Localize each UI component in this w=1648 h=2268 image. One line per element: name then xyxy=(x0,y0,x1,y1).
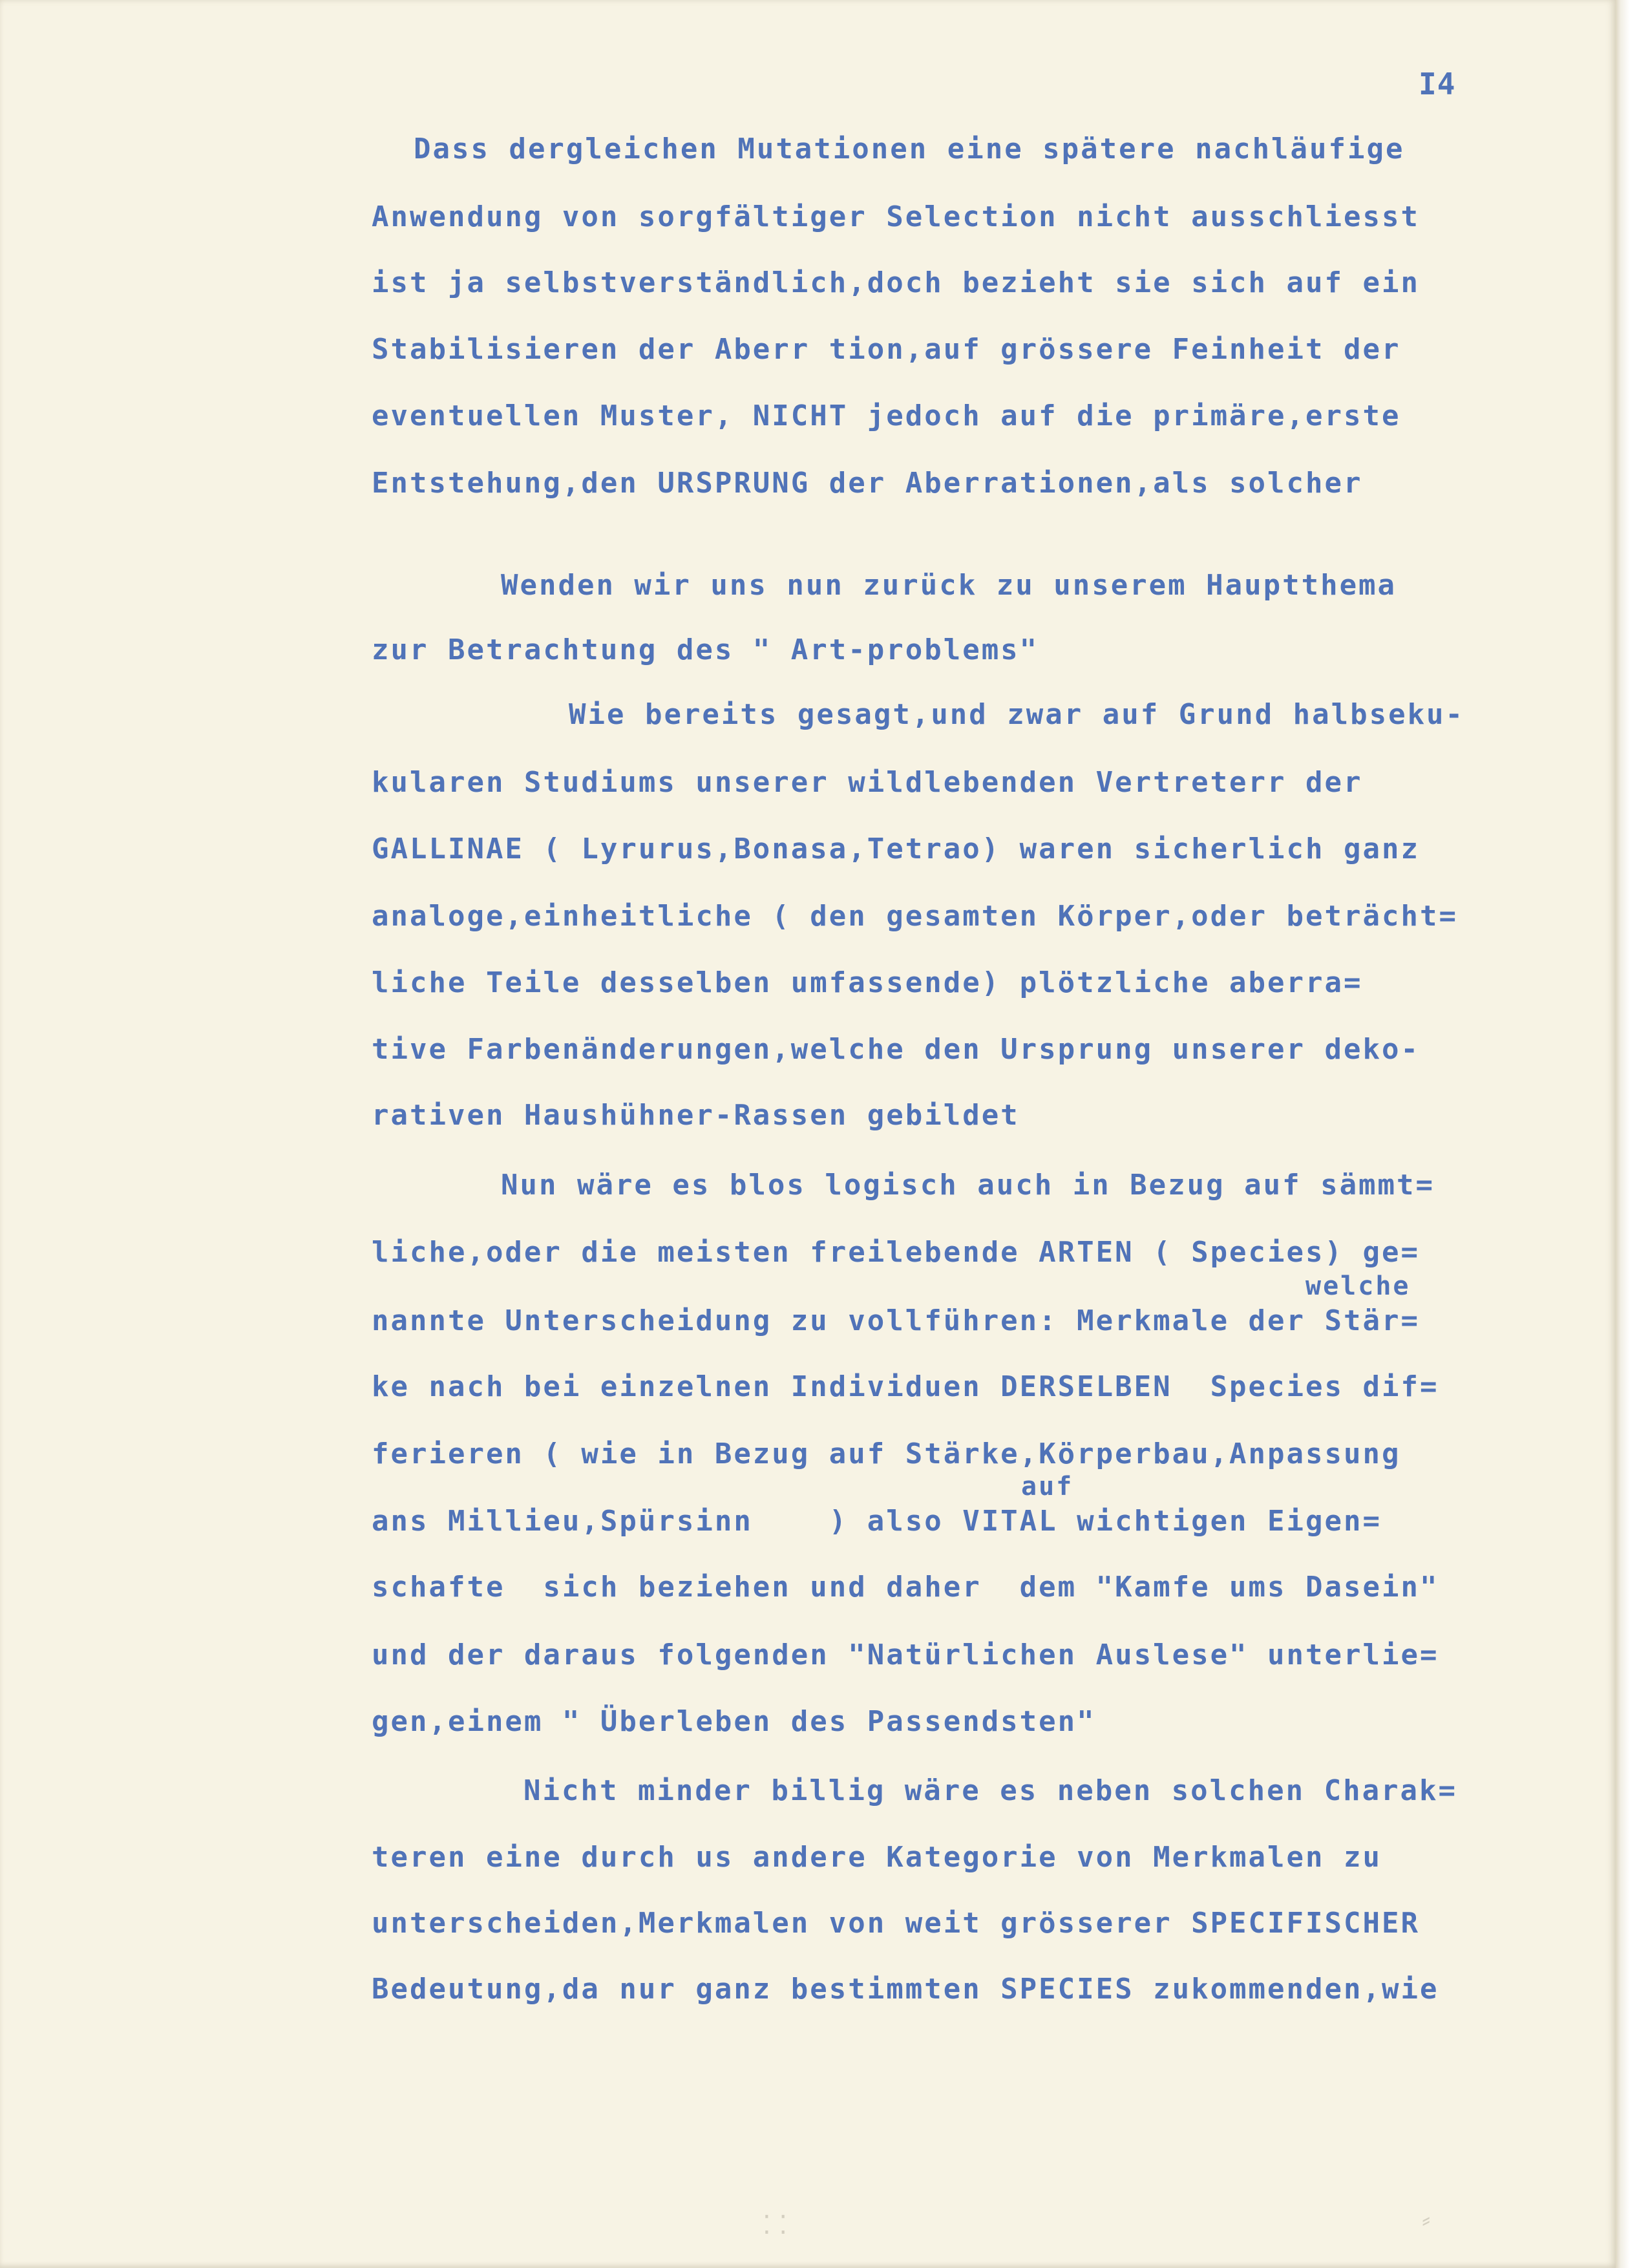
text-line: liche Teile desselben umfassende) plötzliche aberra= xyxy=(372,966,1363,999)
text-line: Nicht minder billig wäre es neben solchen Charak= xyxy=(523,1774,1458,1807)
text-line: Bedeutung,da nur ganz bestimmten SPECIES zukommenden,wie xyxy=(372,1973,1439,2006)
text-line: teren eine durch us andere Kategorie von Merkmalen zu xyxy=(372,1841,1382,1874)
text-line: Wie bereits gesagt,und zwar auf Grund halbseku- xyxy=(569,698,1465,731)
text-line: und der daraus folgenden "Natürlichen Auslese" unterlie= xyxy=(372,1638,1439,1671)
text-line: ist ja selbstverständlich,doch bezieht sie sich auf ein xyxy=(372,266,1420,299)
page-number: I4 xyxy=(1419,67,1456,101)
interlinear-insertion: welche xyxy=(1305,1271,1411,1301)
text-line: rativen Haushühner-Rassen gebildet xyxy=(372,1099,1020,1132)
paper-smudge: ⁚ ⁚ xyxy=(763,2210,788,2240)
text-line: Entstehung,den URSPRUNG der Aberrationen,als solcher xyxy=(372,467,1363,500)
text-line: Stabilisieren der Aberr tion,auf grössere Feinheit der xyxy=(372,333,1401,366)
interlinear-insertion: auf xyxy=(1021,1472,1074,1501)
text-line: Wenden wir uns nun zurück zu unserem Hauptthema xyxy=(501,569,1397,602)
text-line: ans Millieu,Spürsinn ) also VITAL wichtigen Eigen= xyxy=(372,1505,1382,1538)
text-line: gen,einem " Überleben des Passendsten" xyxy=(372,1705,1096,1738)
text-line: ferieren ( wie in Bezug auf Stärke,Körperbau,Anpassung xyxy=(372,1437,1401,1470)
text-line: kularen Studiums unserer wildlebenden Vertreterr der xyxy=(372,766,1363,799)
text-line: Nun wäre es blos logisch auch in Bezug auf sämmt= xyxy=(501,1169,1435,1202)
text-line: eventuellen Muster, NICHT jedoch auf die primäre,erste xyxy=(372,399,1401,432)
text-line: analoge,einheitliche ( den gesamten Körper,oder beträcht= xyxy=(372,900,1458,933)
text-line: unterscheiden,Merkmalen von weit grösserer SPECIFISCHER xyxy=(372,1907,1420,1940)
paper-smudge: ⸗ xyxy=(1422,2205,1431,2234)
text-line: zur Betrachtung des " Art-problems" xyxy=(372,633,1039,666)
text-line: ke nach bei einzelnen Individuen DERSELBEN Species dif= xyxy=(372,1370,1439,1403)
scan-edge xyxy=(1616,0,1648,2268)
text-line: nannte Unterscheidung zu vollführen: Merkmale der Stär= xyxy=(372,1304,1420,1337)
text-line: liche,oder die meisten freilebende ARTEN ( Species) ge= xyxy=(372,1236,1420,1269)
text-line: Dass dergleichen Mutationen eine spätere nachläufige xyxy=(414,132,1405,165)
text-line: tive Farbenänderungen,welche den Ursprung unserer deko- xyxy=(372,1033,1420,1066)
text-line: Anwendung von sorgfältiger Selection nicht ausschliesst xyxy=(372,200,1420,233)
text-line: schafte sich beziehen und daher dem "Kamfe ums Dasein" xyxy=(372,1571,1439,1604)
text-line: GALLINAE ( Lyrurus,Bonasa,Tetrao) waren sicherlich ganz xyxy=(372,832,1420,865)
